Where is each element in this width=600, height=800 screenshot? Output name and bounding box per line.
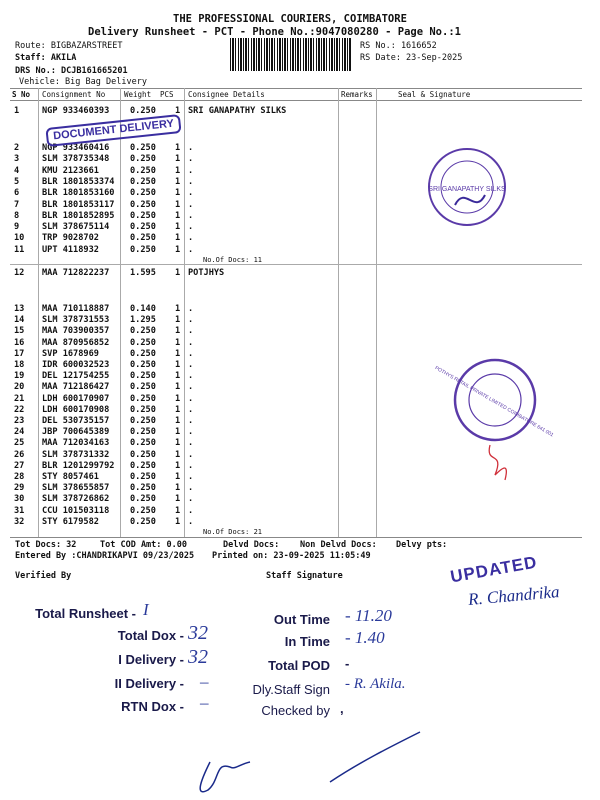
table-row [0,338,340,349]
consignee-details: . [188,483,194,494]
pieces: 1 [175,393,181,404]
updated-signature: R. Chandrika [467,582,561,609]
pieces: 1 [175,483,181,494]
col-pcs: PCS [160,90,174,99]
consignment-number: MAA 712822237 [42,268,110,278]
consignment-number: KMU 2123661 [42,165,99,176]
weight: 0.250 [130,348,156,359]
consignee-details: . [188,304,194,314]
consignment-number: SLM 378731332 [42,449,110,460]
total-pod-label: Total POD [268,658,330,673]
route: Route: BIGBAZARSTREET [15,41,123,51]
consignment-number: SLM 378731553 [42,315,110,326]
pieces: 1 [175,516,181,527]
table-header-border [10,100,582,101]
serial-number: 3 [14,154,20,165]
consignee-details: . [188,505,194,516]
consignee-details: . [188,393,194,404]
in-time-label: In Time [284,634,330,649]
table-row [0,394,340,405]
pieces: 1 [175,427,181,438]
col-consignee: Consignee Details [188,90,265,99]
consignee-details: . [188,165,194,176]
consignment-number: SLM 378726862 [42,494,110,505]
table-row [0,405,340,416]
total-dox-value: 32 [188,622,208,644]
non-delivered-docs: Non Delvd Docs: [300,540,377,550]
pieces: 1 [175,188,181,199]
pieces: 1 [175,199,181,210]
weight: 0.250 [130,404,156,415]
pieces: 1 [175,449,181,460]
drs-number: DRS No.: DCJB161665201 [15,66,128,76]
weight: 0.250 [130,106,156,116]
table-row [0,188,340,199]
consignment-number: NGP 933460416 [42,143,110,153]
consignment-number: IDR 600032523 [42,360,110,370]
pieces: 1 [175,315,181,326]
pieces: 1 [175,348,181,359]
weight: 0.250 [130,143,156,153]
pieces: 1 [175,416,181,426]
ii-delivery-label: II Delivery - [114,676,184,691]
weight: 1.595 [130,268,156,278]
consignment-number: SVP 1678969 [42,348,99,359]
consignee-details: . [188,472,194,482]
table-row [0,200,340,211]
col-sno: S No [12,90,31,99]
col-weight: Weight [124,90,152,99]
out-time-value: - 11.20 [345,606,392,625]
consignment-number: UPT 4118932 [42,244,99,255]
serial-number: 7 [14,199,20,210]
table-row [0,382,340,393]
consignee-details: . [188,404,194,415]
weight: 0.250 [130,416,156,426]
weight: 0.250 [130,393,156,404]
consignee-details: . [188,143,194,153]
consignment-number: BLR 1801852895 [42,210,115,221]
table-top-border [10,88,582,89]
serial-number: 22 [14,404,25,415]
pieces: 1 [175,165,181,176]
consignment-number: DEL 530735157 [42,416,110,426]
pieces: 1 [175,268,181,278]
i-delivery-value: 32 [188,646,208,668]
weight: 0.250 [130,199,156,210]
company-title: THE PROFESSIONAL COURIERS, COIMBATORE [173,13,407,25]
consignment-number: LDH 600170907 [42,393,110,404]
consignment-number: BLR 1201299792 [42,460,115,471]
weight: 0.250 [130,326,156,337]
weight: 0.250 [130,222,156,233]
serial-number: 12 [14,268,25,278]
staff-signature-label: Staff Signature [266,571,343,581]
delivery-points: Delvy pts: [396,540,448,550]
table-row [0,472,340,483]
table-row [0,438,340,449]
weight: 0.250 [130,210,156,221]
consignment-number: MAA 710118887 [42,304,110,314]
serial-number: 31 [14,505,25,516]
serial-number: 28 [14,472,25,482]
total-runsheet-label: Total Runsheet - [35,606,136,621]
consignee-details: . [188,222,194,233]
total-docs: Tot Docs: 32 [15,540,77,550]
rs-date: RS Date: 23-Sep-2025 [360,53,463,63]
consignment-number: SLM 378735348 [42,154,110,165]
pieces: 1 [175,304,181,314]
serial-number: 18 [14,360,25,370]
consignee-details: . [188,416,194,426]
weight: 0.250 [130,188,156,199]
in-time-value: - 1.40 [345,628,385,647]
consignee-details: . [188,210,194,221]
table-row [0,233,340,244]
col-seal: Seal & Signature [398,90,471,99]
pieces: 1 [175,326,181,337]
pieces: 1 [175,106,181,116]
printed-on: Printed on: 23-09-2025 11:05:49 [212,551,371,561]
group-divider [10,264,582,265]
consignee-details: . [188,449,194,460]
consignment-number: TRP 9028702 [42,233,99,244]
entered-by: Entered By :CHANDRIKAPVI 09/23/2025 [15,551,195,561]
weight: 0.250 [130,460,156,471]
table-row [0,371,340,382]
consignee-details: . [188,176,194,187]
table-row [0,461,340,472]
pieces: 1 [175,154,181,165]
consignment-number: MAA 712186427 [42,382,110,393]
table-row [0,506,340,517]
total-dox-label: Total Dox - [117,628,184,643]
col-consignment: Consignment No [42,90,106,99]
dly-staff-sign-value: - R. Akila. [345,676,406,692]
consignee-details: POTJHYS [188,268,225,278]
consignment-number: MAA 712034163 [42,438,110,449]
serial-number: 9 [14,222,20,233]
serial-number: 2 [14,143,20,153]
serial-number: 14 [14,315,25,326]
consignee-details: . [188,438,194,449]
rtn-dox-value: – [200,693,209,712]
pothys-retail-seal [420,355,570,445]
serial-number: 8 [14,210,20,221]
table-row [0,349,340,360]
consignee-details: . [188,188,194,199]
weight: 0.250 [130,449,156,460]
serial-number: 16 [14,337,25,348]
pieces: 1 [175,233,181,244]
consignment-number: MAA 870956852 [42,337,110,348]
consignee-details: . [188,233,194,244]
consignment-number: STY 8057461 [42,472,99,482]
consignee-details: . [188,516,194,527]
seal-text: POTHYS RETAIL PRIVATE LIMITED COIMBATORE 641 001 [433,365,555,439]
weight: 0.250 [130,472,156,482]
weight: 0.250 [130,505,156,516]
sri-ganapathy-silks-seal [425,145,510,230]
table-row [0,326,340,337]
pieces: 1 [175,360,181,370]
total-pod-value: - [345,656,350,671]
pieces: 1 [175,337,181,348]
weight: 0.250 [130,154,156,165]
table-row [0,360,340,371]
checked-by-label: Checked by [261,703,330,718]
serial-number: 27 [14,460,25,471]
serial-number: 17 [14,348,25,359]
consignee-details: . [188,360,194,370]
consignee-details: . [188,154,194,165]
weight: 0.250 [130,483,156,494]
table-row [0,427,340,438]
table-row [0,154,340,165]
serial-number: 4 [14,165,20,176]
consignment-number: JBP 700645389 [42,427,110,438]
serial-number: 26 [14,449,25,460]
pieces: 1 [175,176,181,187]
consignee-details: . [188,348,194,359]
serial-number: 30 [14,494,25,505]
table-row [0,268,340,279]
col-remarks: Remarks [341,90,373,99]
consignment-number: STY 6179582 [42,516,99,527]
serial-number: 10 [14,233,25,244]
col-divider [376,88,377,537]
table-row [0,304,340,315]
table-row [0,483,340,494]
table-row [0,177,340,188]
serial-number: 23 [14,416,25,426]
serial-number: 20 [14,382,25,393]
consignee-details: . [188,315,194,326]
serial-number: 21 [14,393,25,404]
dly-staff-sign-label: Dly.Staff Sign [252,682,330,697]
consignment-number: SLM 378675114 [42,222,110,233]
consignment-number: MAA 703900357 [42,326,110,337]
table-row [0,416,340,427]
pieces: 1 [175,210,181,221]
verified-by: Verified By [15,571,72,581]
consignment-number: BLR 1801853160 [42,188,115,199]
pieces: 1 [175,505,181,516]
pieces: 1 [175,371,181,382]
group1-doc-count: No.Of Docs: 11 [203,256,263,264]
out-time-label: Out Time [273,612,330,627]
pieces: 1 [175,143,181,153]
table-row [0,450,340,461]
document-delivery-stamp: DOCUMENT DELIVERY [45,114,181,147]
consignee-details: . [188,494,194,505]
consignee-details: . [188,460,194,471]
i-delivery-label: I Delivery - [118,652,184,667]
total-cod: Tot COD Amt: 0.00 [100,540,187,550]
serial-number: 11 [14,244,25,255]
red-signature [480,440,520,485]
serial-number: 5 [14,176,20,187]
total-runsheet-value: I [143,600,149,619]
weight: 0.250 [130,244,156,255]
consignee-details: . [188,326,194,337]
weight: 0.250 [130,337,156,348]
pieces: 1 [175,244,181,255]
serial-number: 25 [14,438,25,449]
table-row [0,222,340,233]
serial-number: 19 [14,371,25,382]
consignee-details: SRI GANAPATHY SILKS [188,106,287,116]
consignment-number: BLR 1801853374 [42,176,115,187]
table-row [0,494,340,505]
consignee-details: . [188,371,194,382]
pieces: 1 [175,222,181,233]
weight: 0.250 [130,176,156,187]
consignee-details: . [188,382,194,393]
pieces: 1 [175,472,181,482]
weight: 0.250 [130,427,156,438]
staff: Staff: AKILA [15,53,77,63]
serial-number: 6 [14,188,20,199]
barcode [230,38,352,71]
updated-stamp: UPDATED [448,552,539,587]
weight: 1.295 [130,315,156,326]
seal-text: SRI GANAPATHY SILKS [428,186,506,193]
rs-number: RS No.: 1616652 [360,41,437,51]
table-bottom-border [10,537,582,538]
weight: 0.250 [130,360,156,370]
table-row [0,517,340,528]
weight: 0.250 [130,494,156,505]
delivered-docs: Delvd Docs: [223,540,280,550]
signature-scribbles [190,722,600,800]
consignment-number: NGP 933460393 [42,106,110,116]
vehicle: Vehicle: Big Bag Delivery [19,77,147,87]
table-row [0,166,340,177]
weight: 0.250 [130,382,156,393]
serial-number: 1 [14,106,20,116]
consignment-number: BLR 1801853117 [42,199,115,210]
group2-doc-count: No.Of Docs: 21 [203,528,263,536]
consignment-number: DEL 121754255 [42,371,110,382]
weight: 0.250 [130,165,156,176]
weight: 0.250 [130,233,156,244]
consignee-details: . [188,244,194,255]
table-row [0,315,340,326]
weight: 0.140 [130,304,156,314]
serial-number: 24 [14,427,25,438]
pieces: 1 [175,438,181,449]
consignee-details: . [188,199,194,210]
consignment-number: CCU 101503118 [42,505,110,516]
runsheet-subtitle: Delivery Runsheet - PCT - Phone No.:9047080280 - Page No.:1 [88,26,461,38]
serial-number: 13 [14,304,25,314]
consignment-number: LDH 600170908 [42,404,110,415]
weight: 0.250 [130,438,156,449]
serial-number: 29 [14,483,25,494]
rtn-dox-label: RTN Dox - [121,699,184,714]
checked-by-value: , [340,701,344,716]
consignment-number: SLM 378655857 [42,483,110,494]
table-row [0,245,340,256]
consignee-details: . [188,427,194,438]
pieces: 1 [175,382,181,393]
pieces: 1 [175,494,181,505]
weight: 0.250 [130,371,156,382]
pieces: 1 [175,404,181,415]
ii-delivery-value: – [200,672,209,691]
weight: 0.250 [130,516,156,527]
consignee-details: . [188,337,194,348]
serial-number: 32 [14,516,25,527]
serial-number: 15 [14,326,25,337]
table-row [0,211,340,222]
pieces: 1 [175,460,181,471]
